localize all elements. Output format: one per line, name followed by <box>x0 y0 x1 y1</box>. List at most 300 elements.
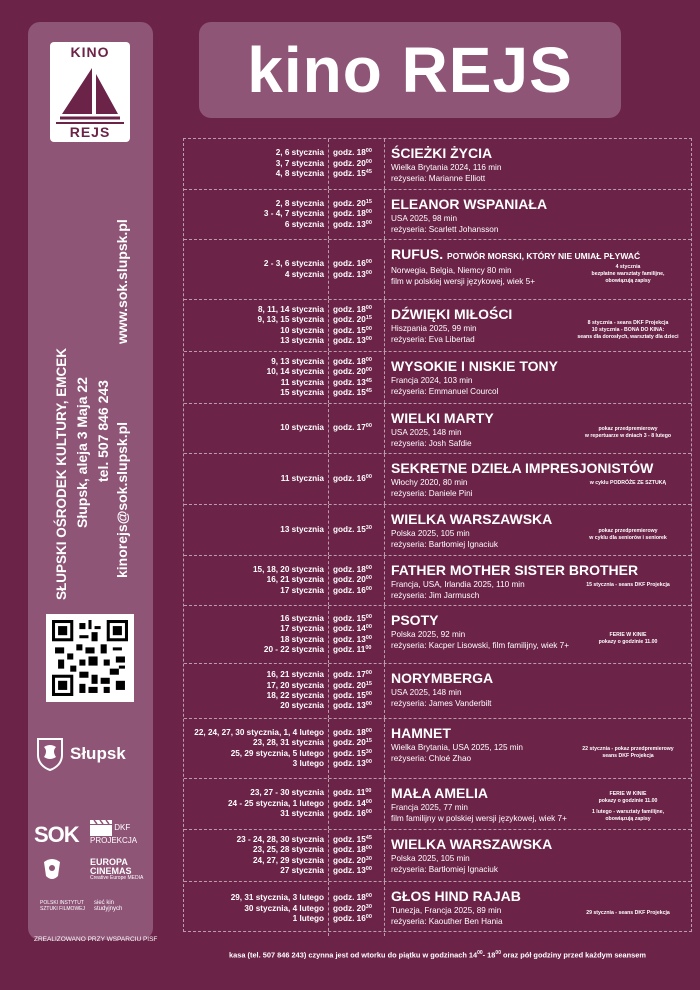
film-country-runtime: USA 2025, 98 min <box>391 214 457 223</box>
film-country-runtime: Polska 2025, 92 min <box>391 630 466 639</box>
film-director: reżyseria: Emmanuel Courcol <box>391 387 499 396</box>
note-line: 22 stycznia - pokaz przedpremierowy <box>582 746 674 752</box>
screening-dates <box>184 664 329 718</box>
time-hour: godz. 20 <box>333 315 366 325</box>
time-hour: godz. 18 <box>333 564 366 574</box>
note-line: w cyklu dla seniorów i seniorek <box>589 534 667 541</box>
screening-dates <box>184 190 329 239</box>
film-row <box>184 779 691 830</box>
org-name: SŁUPSKI OŚRODEK KULTURY, EMCEK <box>54 347 69 600</box>
screening-date: 13 stycznia <box>280 335 324 345</box>
time-hour: godz. 16 <box>333 259 366 269</box>
time-hour: godz. 16 <box>333 473 366 483</box>
screening-date: 16 stycznia <box>280 613 324 623</box>
screening-date: 16, 21 stycznia <box>266 575 324 585</box>
funding-note: ZREALIZOWANO PRZY WSPARCIU PISF <box>34 936 158 943</box>
time-minutes: 00 <box>365 148 372 155</box>
time-minutes: 30 <box>365 855 372 862</box>
time-minutes: 00 <box>365 423 372 430</box>
note-line: 1 lutego - warsztaty familijne, <box>591 809 665 815</box>
screening-note <box>569 264 687 285</box>
film-director: film w polskiej wersji językowej, wiek 5+ <box>391 277 536 286</box>
film-title[interactable] <box>391 836 691 853</box>
film-title[interactable] <box>391 246 691 265</box>
footer-sup2: 00 <box>495 950 501 956</box>
time-hour: godz. 17 <box>333 670 366 680</box>
film-title-main: NORYMBERGA <box>391 670 494 686</box>
footer-mid: - 18 <box>482 950 496 960</box>
screening-times <box>329 664 385 718</box>
screening-dates <box>184 556 329 605</box>
note-line: FERIE W KINIE <box>609 791 647 797</box>
europa-cinemas-logo <box>90 858 152 881</box>
phone: tel. 507 846 243 <box>95 380 111 482</box>
film-director: reżyseria: Eva Libertad <box>391 335 475 344</box>
time-minutes: 00 <box>365 758 372 765</box>
time-minutes: 00 <box>365 914 372 921</box>
note-line: w cyklu PODRÓŻE ZE SZTUKĄ <box>589 480 667 486</box>
footer-post: oraz pół godziny przed każdym seansem <box>500 950 646 960</box>
time-minutes: 15 <box>365 680 372 687</box>
screening-date: 18, 22 stycznia <box>266 691 324 700</box>
time-hour: godz. 13 <box>333 758 366 768</box>
time-minutes: 00 <box>365 727 372 734</box>
pisf-logo: POLSKI INSTYTUT SZTUKI FILMOWEJ <box>40 900 85 912</box>
screening-date: 17 stycznia <box>280 585 324 595</box>
note-line: seans DKF Projekcja <box>602 753 654 759</box>
time-minutes: 30 <box>365 748 372 755</box>
time-hour: godz. 20 <box>333 198 366 208</box>
screening-times <box>329 352 385 403</box>
time-hour: godz. 18 <box>333 356 366 366</box>
screening-note <box>569 426 687 440</box>
film-title-main: FATHER MOTHER SISTER BROTHER <box>391 562 639 578</box>
time-hour: godz. 20 <box>333 903 366 913</box>
time-hour: godz. 14 <box>333 798 366 808</box>
time-hour: godz. 15 <box>333 834 366 844</box>
film-title[interactable] <box>391 145 691 162</box>
screening-time <box>333 799 384 809</box>
dkf-text: DKF PROJEKCJA <box>90 823 138 845</box>
screening-time <box>333 691 384 701</box>
screening-time <box>333 738 384 748</box>
time-minutes: 00 <box>365 269 372 276</box>
emblem-icon <box>42 856 62 882</box>
film-row <box>184 882 691 936</box>
schedule-table <box>183 138 692 932</box>
screening-dates <box>184 240 329 299</box>
film-title-main: ELEANOR WSPANIAŁA <box>391 196 548 212</box>
screening-date: 17, 20 stycznia <box>266 680 324 690</box>
time-hour: godz. 18 <box>333 209 366 219</box>
screening-date: 15 stycznia <box>280 387 324 397</box>
film-title-main: DŹWIĘKI MIŁOŚCI <box>391 306 513 322</box>
film-country-runtime: Wielka Brytania, USA 2025, 125 min <box>391 743 523 752</box>
note-line: bezpłatne warsztaty familijne, <box>591 270 665 277</box>
screening-time <box>333 893 384 903</box>
screening-times <box>329 505 385 555</box>
screening-date: 3, 7 stycznia <box>275 158 324 168</box>
film-title-main: RUFUS. <box>391 246 444 262</box>
time-hour: godz. 13 <box>333 377 366 387</box>
screening-dates <box>184 454 329 504</box>
film-director: reżyseria: Chloé Zhao <box>391 754 472 763</box>
screening-times <box>329 240 385 299</box>
film-title-main: MAŁA AMELIA <box>391 785 488 801</box>
screening-time <box>333 423 384 433</box>
time-minutes: 45 <box>365 169 372 176</box>
film-title[interactable] <box>391 196 691 213</box>
time-minutes: 00 <box>365 356 372 363</box>
screening-time <box>333 586 384 596</box>
box-office-note <box>183 950 692 959</box>
note-line: pokazy o godzinie 11.00 <box>598 639 658 645</box>
film-country-runtime: Francja 2024, 103 min <box>391 376 473 385</box>
time-hour: godz. 20 <box>333 158 366 168</box>
time-minutes: 15 <box>365 315 372 322</box>
screening-time <box>333 474 384 484</box>
film-title[interactable] <box>391 888 691 905</box>
time-minutes: 00 <box>365 325 372 332</box>
screening-time <box>333 624 384 634</box>
screening-date: 10 stycznia <box>280 423 324 433</box>
screening-dates <box>184 719 329 778</box>
screening-time <box>333 388 384 398</box>
footer-pre: kasa (tel. 507 846 243) czynna jest od wtorku do piątku w godzinach 14 <box>229 950 478 960</box>
note-line: obowiązują zapisy <box>605 277 651 284</box>
screening-time <box>333 788 384 798</box>
film-row <box>184 505 691 556</box>
screening-date: 13 stycznia <box>280 524 324 534</box>
note-line: FERIE W KINIE <box>609 632 647 638</box>
film-country-runtime: Polska 2025, 105 min <box>391 529 470 538</box>
time-minutes: 45 <box>365 377 372 384</box>
time-minutes: 00 <box>365 585 372 592</box>
screening-dates <box>184 300 329 351</box>
time-hour: godz. 15 <box>333 325 366 335</box>
time-minutes: 00 <box>365 613 372 620</box>
screening-dates <box>184 404 329 453</box>
time-hour: godz. 17 <box>333 423 366 433</box>
film-row <box>184 240 691 300</box>
screening-date: 24 - 25 stycznia, 1 lutego <box>227 798 324 808</box>
film-director: reżyseria: Bartłomiej Ignaciuk <box>391 865 498 874</box>
time-hour: godz. 15 <box>333 169 366 179</box>
screening-date: 22, 24, 27, 30 stycznia, 1, 4 lutego <box>194 727 324 737</box>
time-minutes: 15 <box>365 738 372 745</box>
screening-note <box>569 528 687 542</box>
time-minutes: 00 <box>365 624 372 631</box>
film-title-main: WYSOKIE I NISKIE TONY <box>391 358 558 374</box>
time-hour: godz. 16 <box>333 585 366 595</box>
film-row <box>184 139 691 190</box>
screening-date: 9, 13 stycznia <box>271 356 324 366</box>
screening-time <box>333 635 384 645</box>
screening-time <box>333 367 384 377</box>
screening-time <box>333 169 384 179</box>
screening-date: 2 - 3, 6 stycznia <box>263 259 324 269</box>
sok-logo: SOK <box>34 822 79 847</box>
film-title[interactable] <box>391 670 691 687</box>
screening-time <box>333 701 384 711</box>
note-line: obowiązują zapisy <box>605 816 651 822</box>
screening-times <box>329 454 385 504</box>
screening-date: 10 stycznia <box>280 325 324 335</box>
note-line: seans dla dorosłych, warsztaty dla dzieci <box>577 333 679 340</box>
screening-time <box>333 209 384 219</box>
screening-time <box>333 856 384 866</box>
film-info <box>391 836 691 875</box>
film-row <box>184 300 691 352</box>
film-country-runtime: Norwegia, Belgia, Niemcy 80 min <box>391 266 512 275</box>
time-hour: godz. 16 <box>333 809 366 819</box>
screening-date: 9, 13, 15 stycznia <box>257 315 324 325</box>
screening-date: 1 lutego <box>292 914 324 924</box>
film-country-runtime: Hiszpania 2025, 99 min <box>391 324 477 333</box>
screening-note <box>569 582 687 589</box>
time-minutes: 00 <box>365 691 372 697</box>
time-minutes: 00 <box>365 845 372 852</box>
film-director: reżyseria: Bartłomiej Ignaciuk <box>391 540 498 549</box>
screening-times <box>329 190 385 239</box>
film-title[interactable] <box>391 511 691 528</box>
time-hour: godz. 18 <box>333 304 366 314</box>
film-director: reżyseria: Kacper Lisowski, film familijny, wiek 7+ <box>391 641 569 650</box>
film-director: reżyseria: Marianne Elliott <box>391 174 486 183</box>
time-minutes: 00 <box>365 304 372 311</box>
film-country-runtime: USA 2025, 148 min <box>391 688 462 697</box>
screening-date: 23, 27 - 30 stycznia <box>250 788 324 798</box>
film-row <box>184 664 691 719</box>
time-hour: godz. 15 <box>333 613 366 623</box>
film-country-runtime: USA 2025, 148 min <box>391 428 462 437</box>
time-minutes: 00 <box>365 644 372 651</box>
screening-date: 20 - 22 stycznia <box>263 644 324 654</box>
film-director: reżyseria: James Vanderbilt <box>391 699 492 708</box>
time-hour: godz. 15 <box>333 524 366 534</box>
screening-time <box>333 845 384 855</box>
city-name: Słupsk <box>70 744 126 763</box>
time-hour: godz. 18 <box>333 148 366 158</box>
screening-date: 17 stycznia <box>280 624 324 634</box>
film-row <box>184 556 691 606</box>
time-hour: godz. 11 <box>333 788 366 798</box>
europa-subtext: Creative Europe MEDIA <box>90 875 144 881</box>
film-title-main: PSOTY <box>391 612 439 628</box>
film-title-main: SEKRETNE DZIEŁA IMPRESJONISTÓW <box>391 460 654 476</box>
screening-time <box>333 159 384 169</box>
film-row <box>184 606 691 664</box>
film-country-runtime: Tunezja, Francja 2025, 89 min <box>391 906 502 915</box>
screening-time <box>333 148 384 158</box>
screening-date: 30 stycznia, 4 lutego <box>244 903 324 913</box>
note-line: 8 stycznia - seans DKF Projekcja <box>587 319 669 326</box>
logo-rejs-text: REJS <box>56 122 124 140</box>
screening-date: 20 stycznia <box>280 701 324 711</box>
time-hour: godz. 13 <box>333 269 366 279</box>
time-minutes: 15 <box>365 198 372 205</box>
time-hour: godz. 18 <box>333 893 366 903</box>
time-minutes: 00 <box>365 670 372 677</box>
film-title[interactable] <box>391 562 691 579</box>
screening-dates <box>184 779 329 829</box>
time-minutes: 00 <box>365 634 372 641</box>
email-link[interactable]: kinorejs@sok.slupsk.pl <box>114 421 130 578</box>
time-hour: godz. 13 <box>333 701 366 711</box>
time-hour: godz. 13 <box>333 335 366 345</box>
qr-code-icon <box>52 620 128 696</box>
screening-date: 16, 21 stycznia <box>266 670 324 680</box>
time-hour: godz. 15 <box>333 691 366 700</box>
qr-code[interactable] <box>46 614 134 702</box>
screening-time <box>333 199 384 209</box>
screening-date: 3 lutego <box>292 758 324 768</box>
film-country-runtime: Włochy 2020, 80 min <box>391 478 468 487</box>
note-line: 15 stycznia - seans DKF Projekcja <box>586 581 670 588</box>
screening-date: 18 stycznia <box>280 634 324 644</box>
screening-date: 31 stycznia <box>280 809 324 819</box>
time-hour: godz. 18 <box>333 845 366 855</box>
film-info <box>391 196 691 235</box>
film-title[interactable] <box>391 612 691 629</box>
screening-time <box>333 670 384 680</box>
logo-kino-text: KINO <box>70 44 110 60</box>
screening-time <box>333 914 384 924</box>
film-title[interactable] <box>391 725 691 742</box>
film-title[interactable] <box>391 410 691 427</box>
screening-time <box>333 866 384 876</box>
time-hour: godz. 15 <box>333 748 366 758</box>
page-title: kino REJS <box>247 34 573 106</box>
screening-time <box>333 565 384 575</box>
film-country-runtime: Francja, USA, Irlandia 2025, 110 min <box>391 580 525 589</box>
time-minutes: 00 <box>365 809 372 816</box>
film-title[interactable] <box>391 358 691 375</box>
contact-panel <box>28 22 158 943</box>
film-director: reżyseria: Josh Safdie <box>391 439 472 448</box>
time-hour: godz. 20 <box>333 575 366 585</box>
screening-note <box>569 791 687 823</box>
screening-time <box>333 749 384 759</box>
kino-rejs-logo <box>50 42 130 142</box>
screening-dates <box>184 139 329 189</box>
film-clapper-icon <box>90 820 112 836</box>
screening-times <box>329 606 385 663</box>
sail-icon <box>58 64 122 120</box>
screening-time <box>333 305 384 315</box>
screening-time <box>333 904 384 914</box>
film-row <box>184 719 691 779</box>
header-banner <box>199 22 621 118</box>
film-title-main: ŚCIEŻKI ŻYCIA <box>391 145 493 161</box>
screening-time <box>333 378 384 388</box>
film-country-runtime: Francja 2025, 77 min <box>391 803 468 812</box>
time-minutes: 00 <box>365 158 372 165</box>
dkf-logo <box>90 820 150 845</box>
website-link[interactable]: www.sok.slupsk.pl <box>114 219 130 344</box>
time-minutes: 00 <box>365 865 372 872</box>
screening-note <box>569 632 687 646</box>
screening-date: 23 - 24, 28, 30 stycznia <box>236 834 324 844</box>
time-hour: godz. 15 <box>333 387 366 397</box>
time-minutes: 00 <box>365 893 372 900</box>
screening-time <box>333 835 384 845</box>
film-info <box>391 145 691 184</box>
time-hour: godz. 13 <box>333 634 366 644</box>
film-info <box>391 888 691 927</box>
note-line: 10 stycznia - BONA DO KINA: <box>591 326 665 333</box>
screening-time <box>333 614 384 624</box>
footer-sup1: 00 <box>477 950 483 956</box>
screening-date: 24, 27, 29 stycznia <box>252 855 324 865</box>
screening-time <box>333 681 384 691</box>
note-line: pokaz przedpremierowy <box>598 426 658 432</box>
screening-date: 4 stycznia <box>284 269 324 279</box>
film-country-runtime: Wielka Brytania 2024, 116 min <box>391 163 502 172</box>
time-hour: godz. 11 <box>333 644 366 654</box>
time-hour: godz. 14 <box>333 624 366 634</box>
time-minutes: 00 <box>365 259 372 266</box>
film-country-runtime: Polska 2025, 105 min <box>391 854 470 863</box>
time-hour: godz. 13 <box>333 219 366 229</box>
screening-date: 2, 8 stycznia <box>275 198 324 208</box>
europa-text: EUROPA CINEMAS <box>90 857 132 876</box>
film-director: reżyseria: Jim Jarmusch <box>391 591 480 600</box>
screening-time <box>333 525 384 535</box>
time-minutes: 00 <box>365 564 372 571</box>
screening-note <box>569 480 687 487</box>
screening-date: 23, 25, 28 stycznia <box>252 845 324 855</box>
time-hour: godz. 20 <box>333 680 366 690</box>
time-hour: godz. 13 <box>333 865 366 875</box>
film-row <box>184 454 691 505</box>
screening-date: 29, 31 stycznia, 3 lutego <box>230 893 324 903</box>
screening-time <box>333 220 384 230</box>
siec-kin-logo: sieć kin studyjnych <box>94 900 123 912</box>
time-minutes: 00 <box>365 798 372 805</box>
time-minutes: 00 <box>365 209 372 216</box>
screening-time <box>333 326 384 336</box>
time-hour: godz. 16 <box>333 914 366 924</box>
time-hour: godz. 20 <box>333 855 366 865</box>
screening-time <box>333 270 384 280</box>
time-minutes: 00 <box>365 575 372 582</box>
screening-note <box>569 320 687 341</box>
slupsk-city-logo <box>36 734 146 774</box>
screening-time <box>333 759 384 769</box>
screening-date: 15, 18, 20 stycznia <box>252 564 324 574</box>
time-minutes: 30 <box>365 524 372 531</box>
time-hour: godz. 20 <box>333 367 366 377</box>
time-minutes: 00 <box>365 701 372 708</box>
screening-note <box>569 910 687 917</box>
screening-dates <box>184 882 329 936</box>
film-row <box>184 352 691 404</box>
screening-note <box>569 746 687 760</box>
time-minutes: 00 <box>365 335 372 342</box>
screening-times <box>329 779 385 829</box>
film-title[interactable] <box>391 460 691 477</box>
film-director: film familijny w polskiej wersji językowej, wiek 7+ <box>391 814 567 823</box>
film-director: reżyseria: Daniele Pini <box>391 489 473 498</box>
time-minutes: 30 <box>365 903 372 910</box>
film-director: reżyseria: Kaouther Ben Hania <box>391 917 503 926</box>
film-title-main: WIELKA WARSZAWSKA <box>391 511 553 527</box>
film-row <box>184 404 691 454</box>
film-title-sub: POTWÓR MORSKI, KTÓRY NIE UMIAŁ PŁYWAĆ <box>447 251 641 261</box>
screening-time <box>333 336 384 346</box>
note-line: 29 stycznia - seans DKF Projekcja <box>586 909 670 916</box>
